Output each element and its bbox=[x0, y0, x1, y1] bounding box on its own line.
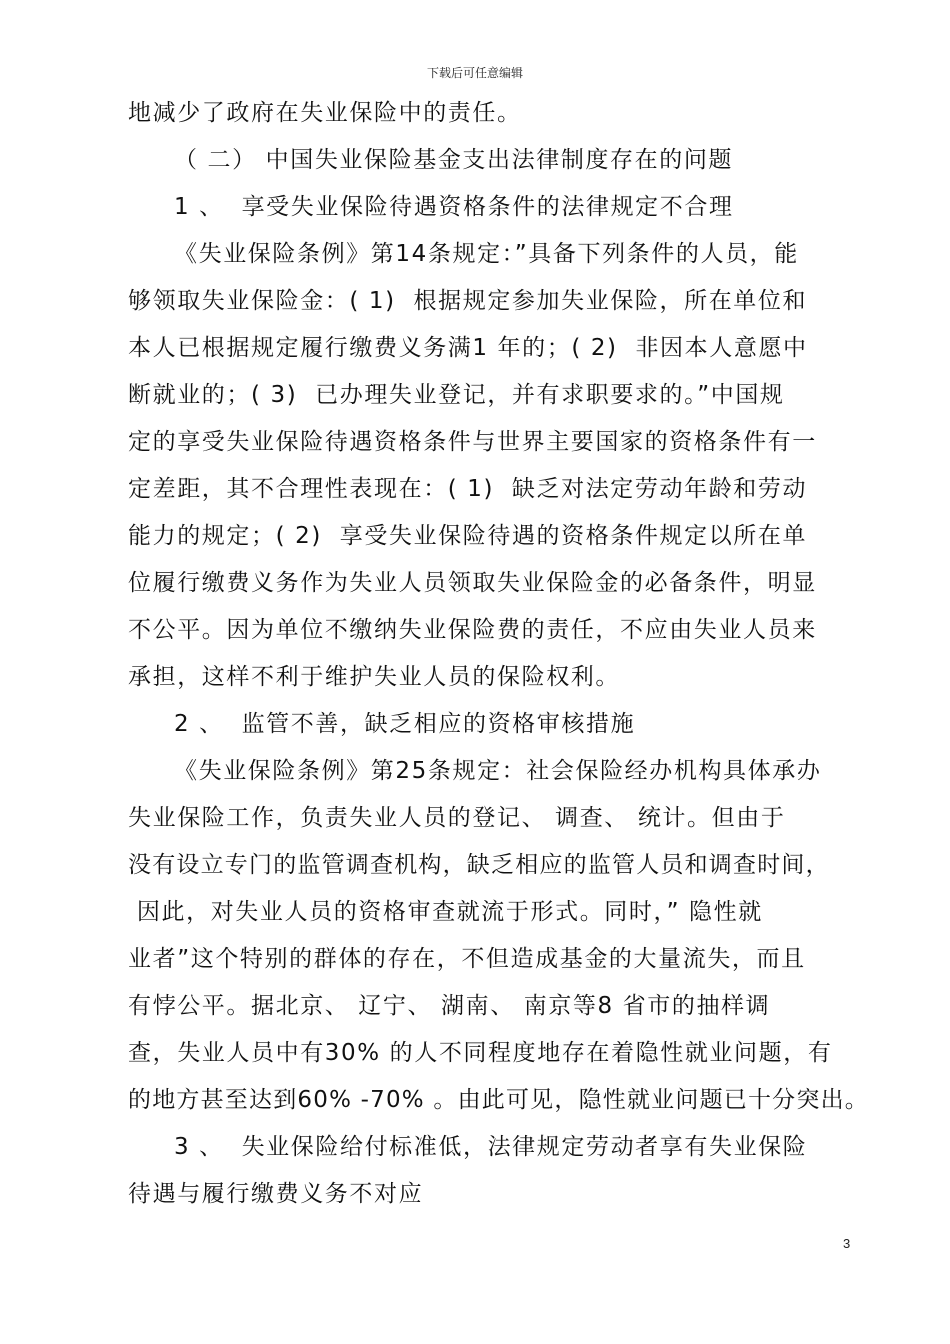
text-line: 《失业保险条例》第25条规定：社会保险经办机构具体承办 bbox=[174, 758, 822, 784]
text-line: 《失业保险条例》第14条规定：”具备下列条件的人员，能 bbox=[174, 241, 799, 267]
text-line: 本人已根据规定履行缴费义务满1 年的；( 2) 非因本人意愿中 bbox=[128, 335, 808, 361]
text-line: 能力的规定；( 2) 享受失业保险待遇的资格条件规定以所在单 bbox=[128, 523, 808, 549]
text-line: 不公平。因为单位不缴纳失业保险费的责任，不应由失业人员来 bbox=[128, 617, 817, 643]
text-line: 有悖公平。据北京、 辽宁、 湖南、 南京等8 省市的抽样调 bbox=[128, 993, 771, 1019]
text-line: 位履行缴费义务作为失业人员领取失业保险金的必备条件，明显 bbox=[128, 570, 817, 596]
text-line: 因此，对失业人员的资格审查就流于形式。同时，” 隐性就 bbox=[128, 899, 763, 925]
text-line: 查，失业人员中有30% 的人不同程度地存在着隐性就业问题，有 bbox=[128, 1040, 833, 1066]
text-line: 够领取失业保险金：( 1) 根据规定参加失业保险，所在单位和 bbox=[128, 288, 808, 314]
text-line: 失业保险工作，负责失业人员的登记、 调查、 统计。但由于 bbox=[128, 805, 786, 831]
page-number: 3 bbox=[843, 1236, 851, 1251]
text-line: 待遇与履行缴费义务不对应 bbox=[128, 1181, 424, 1207]
subsection-heading: 2 、 监管不善，缺乏相应的资格审核措施 bbox=[174, 711, 636, 737]
subsection-heading: 1 、 享受失业保险待遇资格条件的法律规定不合理 bbox=[174, 194, 734, 220]
text-line: 地减少了政府在失业保险中的责任。 bbox=[128, 100, 522, 126]
text-line: 定差距，其不合理性表现在：( 1) 缺乏对法定劳动年龄和劳动 bbox=[128, 476, 808, 502]
text-line: 业者”这个特别的群体的存在，不但造成基金的大量流失，而且 bbox=[128, 946, 806, 972]
text-line: 的地方甚至达到60% -70% 。由此可见，隐性就业问题已十分突出。 bbox=[128, 1087, 869, 1113]
text-line: 承担，这样不利于维护失业人员的保险权利。 bbox=[128, 664, 620, 690]
page-header: 下载后可任意编辑 bbox=[426, 66, 523, 80]
text-line: 没有设立专门的监管调查机构，缺乏相应的监管人员和调查时间， bbox=[128, 852, 830, 878]
subsection-heading: 3 、 失业保险给付标准低，法律规定劳动者享有失业保险 bbox=[174, 1134, 808, 1160]
section-heading: （ 二） 中国失业保险基金支出法律制度存在的问题 bbox=[174, 147, 734, 173]
text-line: 断就业的；( 3) 已办理失业登记，并有求职要求的。”中国规 bbox=[128, 382, 785, 408]
text-line: 定的享受失业保险待遇资格条件与世界主要国家的资格条件有一 bbox=[128, 429, 817, 455]
